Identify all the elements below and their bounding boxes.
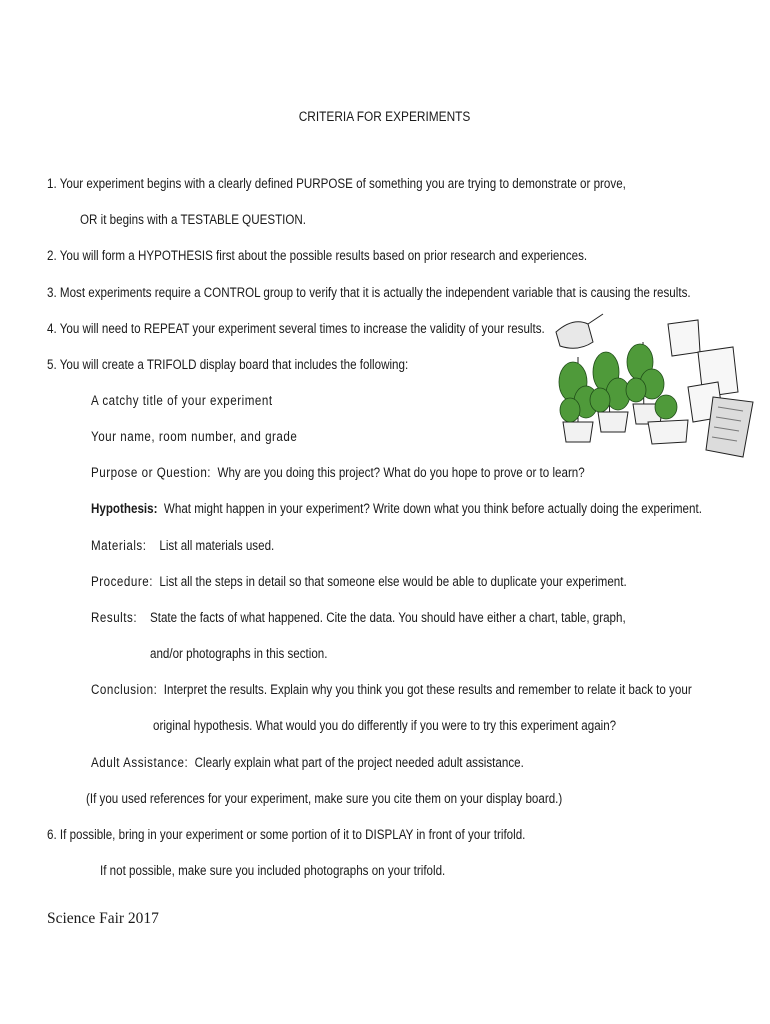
results-label: Results: <box>91 610 138 625</box>
criterion-6-line-1: 6. If possible, bring in your experiment or some portion of it to DISPLAY in front of your trifold. <box>47 827 526 842</box>
criterion-3: 3. Most experiments require a CONTROL group to verify that it is actually the independent variable that is causing the results. <box>47 285 691 300</box>
trifold-purpose <box>91 465 585 480</box>
procedure-text: List all the steps in detail so that someone else would be able to duplicate your experiment. <box>159 574 627 589</box>
plant-experiment-illustration <box>548 312 758 462</box>
results-text-line-1: State the facts of what happened. Cite the data. You should have either a chart, table, graph, <box>150 610 626 625</box>
adult-assistance-text: Clearly explain what part of the project needed adult assistance. <box>194 755 524 770</box>
hypothesis-text: What might happen in your experiment? Write down what you think before actually doing the experiment. <box>163 501 702 516</box>
trifold-procedure <box>91 574 627 589</box>
page-title <box>0 109 770 124</box>
conclusion-text-line-1: Interpret the results. Explain why you think you got these results and remember to relate it back to your <box>163 682 692 697</box>
materials-text: List all materials used. <box>159 538 275 553</box>
trifold-name: Your name, room number, and grade <box>91 429 298 444</box>
trifold-adult-assistance <box>91 755 524 770</box>
references-note: (If you used references for your experiment, make sure you cite them on your display board.) <box>86 791 563 806</box>
criterion-1-line-2: OR it begins with a TESTABLE QUESTION. <box>80 212 307 227</box>
results-text-line-2: and/or photographs in this section. <box>150 646 328 661</box>
purpose-text: Why are you doing this project? What do you hope to prove or to learn? <box>217 465 585 480</box>
footer-label: Science Fair 2017 <box>47 910 159 927</box>
conclusion-text-line-2: original hypothesis. What would you do differently if you were to try this experiment again? <box>153 718 617 733</box>
criterion-5: 5. You will create a TRIFOLD display board that includes the following: <box>47 357 409 372</box>
trifold-hypothesis <box>91 501 702 516</box>
conclusion-label: Conclusion: <box>91 682 158 697</box>
trifold-materials <box>91 538 274 553</box>
criterion-1-line-1: 1. Your experiment begins with a clearly defined PURPOSE of something you are trying to demonstrate or prove, <box>47 176 626 191</box>
trifold-conclusion <box>91 682 692 697</box>
criterion-4: 4. You will need to REPEAT your experiment several times to increase the validity of your results. <box>47 321 545 336</box>
criterion-6-line-2: If not possible, make sure you included photographs on your trifold. <box>100 863 446 878</box>
lamp-icon <box>556 322 593 348</box>
criterion-2: 2. You will form a HYPOTHESIS first about the possible results based on prior research and experiences. <box>47 248 588 263</box>
trifold-catchy-title: A catchy title of your experiment <box>91 393 273 408</box>
purpose-label: Purpose or Question: <box>91 465 212 480</box>
procedure-label: Procedure: <box>91 574 153 589</box>
adult-assistance-label: Adult Assistance: <box>91 755 189 770</box>
materials-label: Materials: <box>91 538 147 553</box>
hypothesis-label: Hypothesis: <box>91 501 158 516</box>
page-title-text: CRITERIA FOR EXPERIMENTS <box>299 109 471 124</box>
